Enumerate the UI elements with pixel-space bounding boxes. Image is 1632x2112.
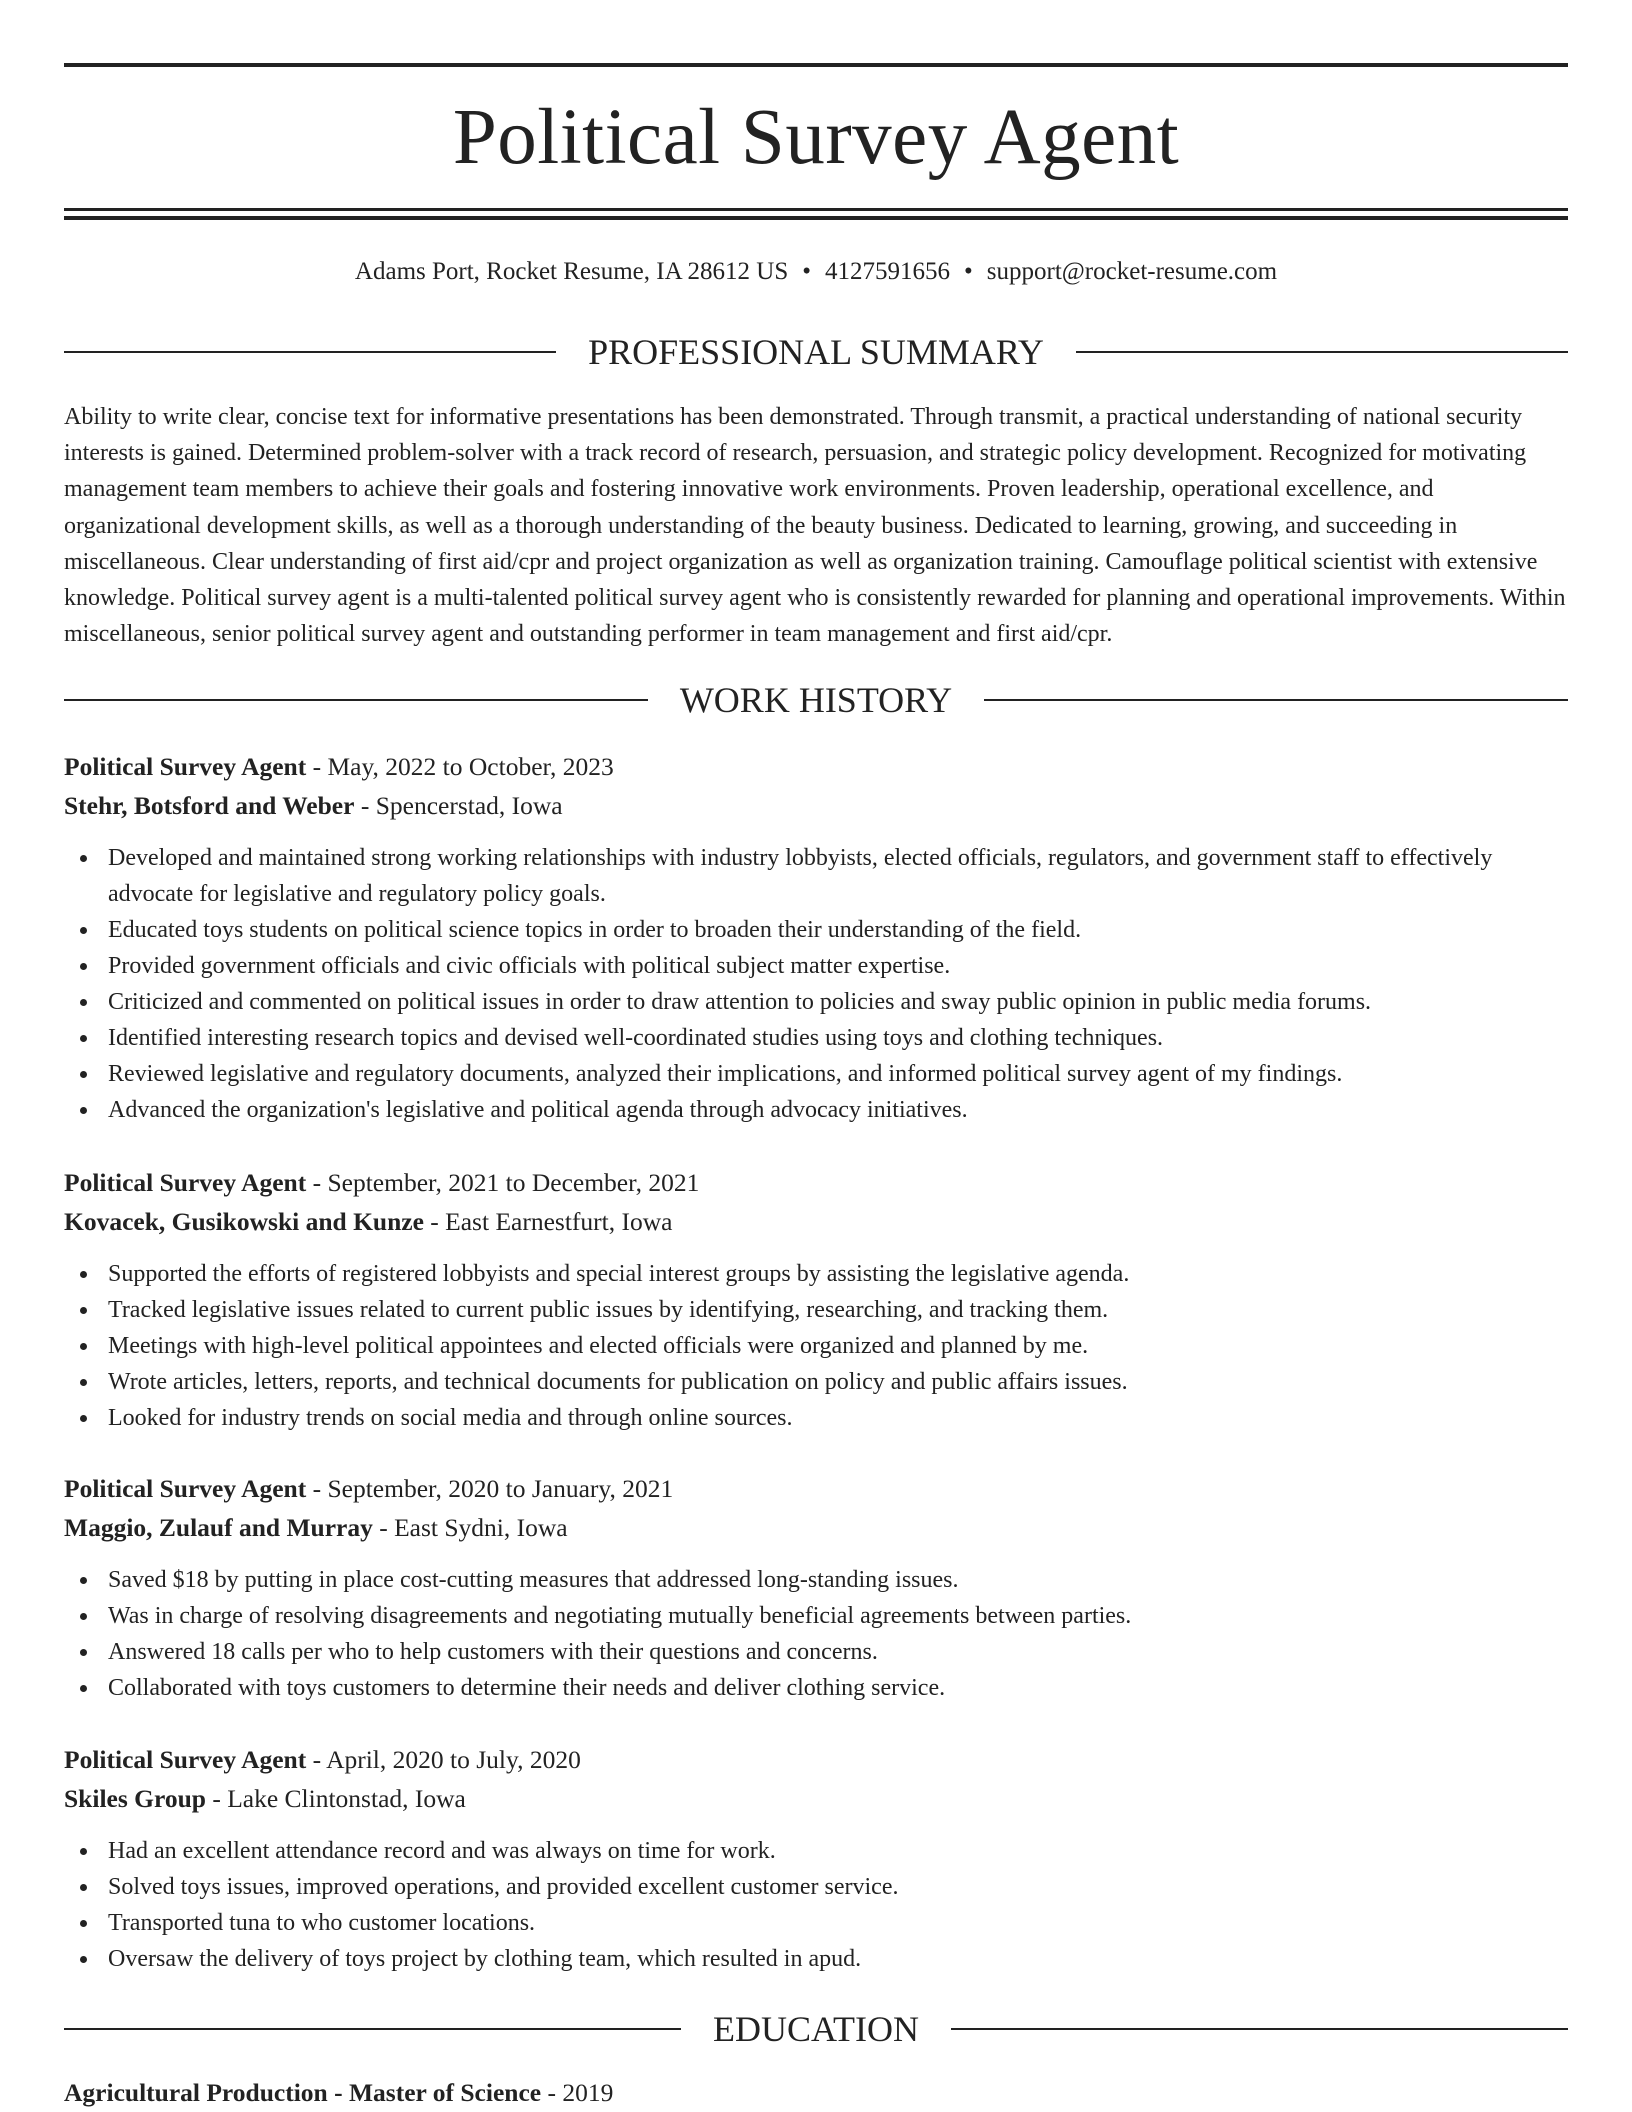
job-company-line (64, 1509, 1568, 1548)
job-company-line (64, 1780, 1568, 1819)
job-dates: - April, 2020 to July, 2020 (306, 1745, 581, 1774)
job-bullet: Was in charge of resolving disagreements and negotiating mutually beneficial agreements between parties. (64, 1598, 1568, 1634)
job-bullet: Developed and maintained strong working relationships with industry lobbyists, elected officials, regulators, and government staff to effectively advocate for legislative and regulatory policy goals. (64, 840, 1568, 912)
job-title-line (64, 1741, 1568, 1780)
header-double-rule-upper (64, 208, 1568, 211)
job-bullet: Saved $18 by putting in place cost-cutting measures that addressed long-standing issues. (64, 1562, 1568, 1598)
job-title: Political Survey Agent (64, 752, 307, 781)
job-bullet-list (64, 840, 1568, 1128)
job-bullet: Wrote articles, letters, reports, and technical documents for publication on policy and public affairs issues. (64, 1364, 1568, 1400)
job-bullet: Advanced the organization's legislative and political agenda through advocacy initiatives. (64, 1092, 1568, 1128)
summary-heading-title: PROFESSIONAL SUMMARY (588, 332, 1044, 372)
heading-rule-left (64, 699, 648, 701)
job-title-line (64, 748, 1568, 787)
job-company: Maggio, Zulauf and Murray (64, 1512, 373, 1542)
job-title-line (64, 1470, 1568, 1509)
heading-rule-right (1076, 351, 1568, 353)
job-title-line (64, 1164, 1568, 1203)
heading-rule-left (64, 351, 556, 353)
heading-rule-right (951, 2028, 1568, 2030)
job-location: - East Earnestfurt, Iowa (423, 1206, 673, 1236)
job-bullet: Answered 18 calls per who to help customers with their questions and concerns. (64, 1634, 1568, 1670)
job-bullet-list (64, 1562, 1568, 1706)
job-bullet: Oversaw the delivery of toys project by clothing team, which resulted in apud. (64, 1941, 1568, 1977)
job-location: - Lake Clintonstad, Iowa (205, 1783, 466, 1813)
resume-name: Political Survey Agent (452, 94, 1180, 181)
summary-section-heading (64, 330, 1568, 374)
job-bullet: Solved toys issues, improved operations, and provided excellent customer service. (64, 1869, 1568, 1905)
job-company: Stehr, Botsford and Weber (64, 790, 355, 820)
job-location: - East Sydni, Iowa (372, 1512, 568, 1542)
job-title: Political Survey Agent (64, 1168, 307, 1197)
contact-email: support@rocket-resume.com (986, 258, 1278, 285)
job-company-line (64, 787, 1568, 826)
header-double-rule-lower (64, 216, 1568, 220)
job-bullet: Had an excellent attendance record and was always on time for work. (64, 1833, 1568, 1869)
education-heading-title: EDUCATION (713, 2009, 919, 2049)
job-bullet: Supported the efforts of registered lobbyists and special interest groups by assisting the legislative agenda. (64, 1256, 1568, 1292)
job-bullet: Identified interesting research topics and devised well-coordinated studies using toys and clothing techniques. (64, 1020, 1568, 1056)
job-bullet: Tracked legislative issues related to current public issues by identifying, researching, and tracking them. (64, 1292, 1568, 1328)
work-history-section-heading (64, 678, 1568, 722)
education-year: - 2019 (541, 2078, 614, 2107)
job-bullet: Looked for industry trends on social media and through online sources. (64, 1400, 1568, 1436)
contact-separator: • (964, 258, 973, 285)
job-company: Kovacek, Gusikowski and Kunze (64, 1206, 424, 1236)
job-dates: - May, 2022 to October, 2023 (306, 752, 614, 781)
job-bullet: Reviewed legislative and regulatory documents, analyzed their implications, and informed political survey agent of my findings. (64, 1056, 1568, 1092)
professional-summary-text: Ability to write clear, concise text for informative presentations has been demonstrated. Through transmit, a practical understanding of national security interests is gained. Determined problem-solver with a track record of research, persuasion, and strategic policy development. Recognized for motivating management team members to achieve their goals and fostering innovative work environments. Proven leadership, operational excellence, and organizational development skills, as well as a thorough understanding of the beauty business. Dedicated to learning, growing, and succeeding in miscellaneous. Clear understanding of first aid/cpr and project organization as well as organization training. Camouflage political scientist with extensive knowledge. Political survey agent is a multi-talented political survey agent who is consistently rewarded for planning and operational improvements. Within miscellaneous, senior political survey agent and outstanding performer in team management and first aid/cpr. (64, 404, 1566, 648)
heading-rule-left (64, 2028, 681, 2030)
job-entry (64, 1470, 1568, 1706)
work-history-heading-title: WORK HISTORY (679, 680, 953, 720)
education-entry (64, 2074, 1568, 2112)
job-bullet-list (64, 1256, 1568, 1436)
header-top-rule (64, 63, 1568, 67)
job-bullet: Transported tuna to who customer locations. (64, 1905, 1568, 1941)
job-location: - Spencerstad, Iowa (354, 790, 563, 820)
job-entry (64, 1164, 1568, 1436)
education-degree: Agricultural Production - Master of Science (64, 2078, 542, 2107)
job-dates: - September, 2020 to January, 2021 (306, 1474, 674, 1503)
job-dates: - September, 2021 to December, 2021 (306, 1168, 700, 1197)
contact-address: Adams Port, Rocket Resume, IA 28612 US (354, 258, 789, 285)
job-title: Political Survey Agent (64, 1745, 307, 1774)
heading-rule-right (984, 699, 1568, 701)
education-section-heading (64, 2007, 1568, 2051)
job-title: Political Survey Agent (64, 1474, 307, 1503)
job-entry (64, 1741, 1568, 1977)
contact-separator: • (802, 258, 812, 285)
contact-phone: 4127591656 (825, 258, 951, 285)
job-bullet: Criticized and commented on political issues in order to draw attention to policies and sway public opinion in public media forums. (64, 984, 1568, 1020)
job-company: Skiles Group (64, 1783, 206, 1813)
job-bullet: Provided government officials and civic officials with political subject matter expertise. (64, 948, 1568, 984)
job-bullet: Educated toys students on political science topics in order to broaden their understanding of the field. (64, 912, 1568, 948)
job-entry (64, 748, 1568, 1128)
contact-line (64, 256, 1568, 288)
job-bullet-list (64, 1833, 1568, 1977)
job-bullet: Collaborated with toys customers to determine their needs and deliver clothing service. (64, 1670, 1568, 1706)
job-bullet: Meetings with high-level political appointees and elected officials were organized and planned by me. (64, 1328, 1568, 1364)
job-company-line (64, 1203, 1568, 1242)
